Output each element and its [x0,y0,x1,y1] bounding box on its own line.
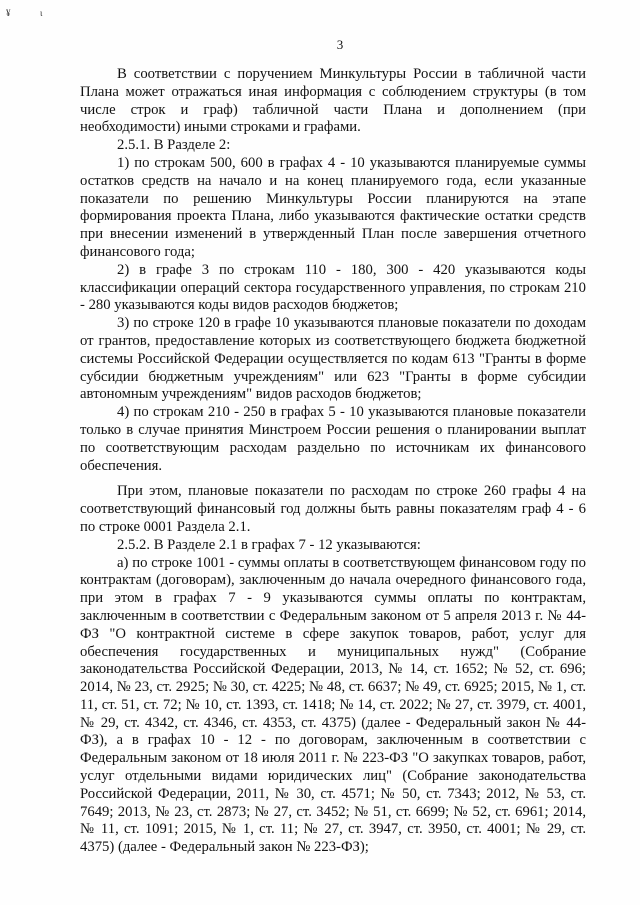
paragraph-item-3-grants: 3) по строке 120 в графе 10 указываются плановые показатели по доходам от грантов, предоставление которых из соответствующего бюджета бюджетной системы Российской Федерации осуществляется по кодам 613 "Гранты в форме субсидии бюджетным учреждениям" или 623 "Гранты в форме субсидии автономным учреждениям" видов расходов бюджетов; [80,315,586,403]
paragraph-item-2-codes: 2) в графе 3 по строкам 110 - 180, 300 - 420 указываются коды классификации операций сектора государственного управления, по строкам 210 - 280 указываются коды видов расходов бюджетов; [80,261,586,314]
paragraph-row-260-equality: При этом, плановые показатели по расходам по строке 260 графы 4 на соответствующий финансовый год должны быть равны показателям граф 4 - 6 по строке 0001 Раздела 2.1. [80,483,586,535]
paragraph-section-2-5-2-heading: 2.5.2. В Разделе 2.1 в графах 7 - 12 указываются: [117,536,421,553]
paragraph-section-2-5-1-heading: 2.5.1. В Разделе 2: [117,137,231,154]
page-number: 3 [336,37,344,52]
paragraph-item-4-payments: 4) по строкам 210 - 250 в графах 5 - 10 указываются плановые показатели только в случае принятия Минстроем России решения о планировании выплат по соответствующим расходам раздельно по источникам их финансового обеспечения. [80,404,586,474]
paragraph-plan-structure: В соответствии с поручением Минкультуры России в табличной части Плана может отражаться иная информация с соблюдением структуры (в том числе строк и граф) табличной части Плана и дополнением (при необходимости) иными строками и графами. [80,66,586,136]
paragraph-item-a-contracts: а) по строке 1001 - суммы оплаты в соответствующем финансовом году по контрактам (договорам), заключенным до начала очередного финансового года, при этом в графах 7 - 9 указываются суммы оплаты по контрактам, заключенным в соответствии с Федеральным законом от 5 апреля 2013 г. № 44-ФЗ "О контрактной системе в сфере закупок товаров, работ, услуг для обеспечения государственных и муниципальных нужд" (Собрание законодательства Российской Федерации, 2013, № 14, ст. 1652; № 52, ст. 696; 2014, № 23, ст. 2925; № 30, ст. 4225; № 48, ст. 6637; № 49, ст. 6925; 2015, № 1, ст. 11, ст. 51, ст. 72; № 10, ст. 1393, ст. 1418; № 14, ст. 2022; № 27, ст. 3979, ст. 4001, № 29, ст. 4342, ст. 4346, ст. 4353, ст. 4375) (далее - Федеральный закон № 44-ФЗ), а в графах 10 - 12 - по договорам, заключенным в соответствии с Федеральным законом от 18 июля 2011 г. № 223-ФЗ "О закупках товаров, работ, услуг отдельными видами юридических лиц" (Собрание законодательства Российской Федерации, 2011, № 30, ст. 4571; № 50, ст. 7343; 2012, № 53, ст. 7649; 2013, № 23, ст. 2873; № 27, ст. 3452; № 51, ст. 6699; № 52, ст. 6961; 2014, № 11, ст. 1091; 2015, № 1, ст. 11; № 27, ст. 3947, ст. 3950, ст. 4001; № 29, ст. 4375) (далее - Федеральный закон № 223-ФЗ); [80,554,586,856]
scan-artifact-mark: ι [40,8,43,18]
paragraph-item-1-balances: 1) по строкам 500, 600 в графах 4 - 10 указываются планируемые суммы остатков средств на начало и на конец планируемого года, если указанные показатели по решению Минкультуры России планируются на этапе формирования проекта Плана, либо указываются фактические остатки средств при внесении изменений в утвержденный План после завершения отчетного финансового года; [80,154,586,260]
document-body [80,66,586,857]
scan-artifact-mark: ¥ [6,8,11,18]
